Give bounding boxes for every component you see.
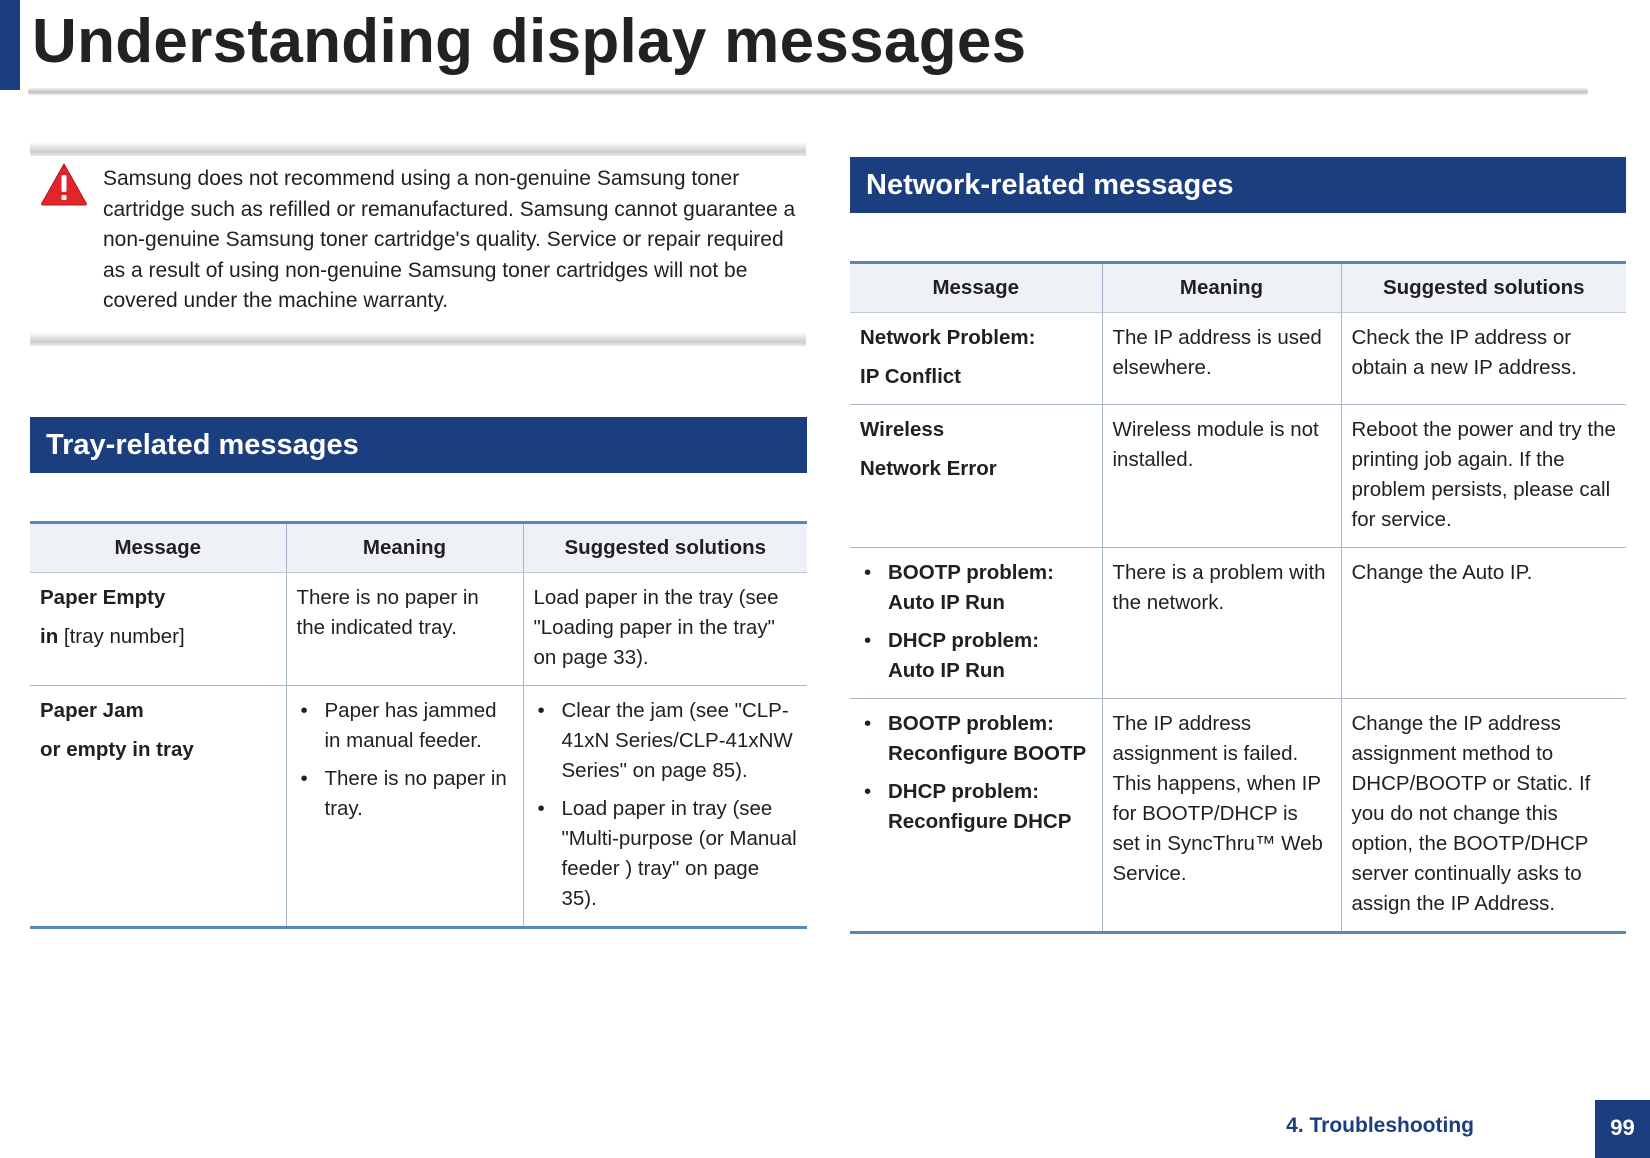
table-header-row — [850, 263, 1626, 313]
table-row — [850, 699, 1626, 933]
caution-note — [30, 142, 806, 348]
title-accent-bar — [0, 0, 20, 90]
message-text: Network Problem: — [860, 326, 1036, 349]
meaning-cell: The IP address is used elsewhere. — [1102, 313, 1341, 405]
network-section-title: Network-related messages — [866, 169, 1234, 201]
list-item: • Clear the jam (see "CLP-41xN Series/CLP-41xNW Series" on page 85). — [534, 696, 798, 786]
caution-bottom-band — [30, 332, 806, 346]
column-header-solutions: Suggested solutions — [523, 523, 807, 573]
solution-cell: Change the IP address assignment method to DHCP/BOOTP or Static. If you do not change this option, the BOOTP/DHCP server continually asks to assign the IP Address. — [1341, 699, 1626, 933]
message-cell — [850, 405, 1102, 548]
message-text: IP Conflict — [860, 365, 961, 388]
network-messages-table — [850, 261, 1626, 934]
message-cell — [850, 548, 1102, 699]
meaning-cell: Wireless module is not installed. — [1102, 405, 1341, 548]
message-text: Network Error — [860, 457, 997, 480]
message-cell — [30, 573, 286, 686]
column-header-message: Message — [850, 263, 1102, 313]
message-text-bold: in — [40, 625, 59, 648]
message-text: Paper Empty — [40, 586, 166, 609]
list-item: • Load paper in tray (see "Multi-purpose (or Manual feeder ) tray" on page 35). — [534, 794, 798, 914]
message-text: Wireless — [860, 418, 945, 441]
solution-cell: Load paper in the tray (see "Loading paper in the tray" on page 33). — [523, 573, 807, 686]
list-item — [860, 777, 1092, 837]
list-item: • There is no paper in tray. — [297, 764, 513, 824]
message-text: Reconfigure DHCP — [888, 810, 1072, 833]
page-title: Understanding display messages — [32, 7, 1027, 76]
message-list — [860, 558, 1092, 686]
caution-triangle-icon — [40, 162, 88, 206]
tray-messages-table — [30, 521, 807, 929]
table-header-row — [30, 523, 807, 573]
column-header-solutions: Suggested solutions — [1341, 263, 1626, 313]
caution-top-band — [30, 142, 806, 156]
caution-text: Samsung does not recommend using a non-genuine Samsung toner cartridge such as refilled or remanufactured. Samsung cannot guarantee a non-genuine Samsung toner cartridge's quality. Service or repair required as a result of using non-genuine Samsung toner cartridges will not be covered under the machine warranty. — [103, 167, 796, 312]
column-header-meaning: Meaning — [1102, 263, 1341, 313]
solution-cell — [523, 686, 807, 928]
table-row — [30, 686, 807, 928]
column-header-message: Message — [30, 523, 286, 573]
message-cell — [30, 686, 286, 928]
list-item — [860, 626, 1092, 686]
list-item — [860, 558, 1092, 618]
solution-cell: Reboot the power and try the printing job again. If the problem persists, please call for service. — [1341, 405, 1626, 548]
message-text-rest: [tray number] — [58, 625, 185, 648]
tray-section-title: Tray-related messages — [46, 429, 359, 461]
message-text: Reconfigure BOOTP — [888, 742, 1087, 765]
message-text: • DHCP problem: — [888, 780, 1040, 803]
table-row — [30, 573, 807, 686]
page-number: 99 — [1595, 1100, 1650, 1158]
meaning-cell — [286, 686, 523, 928]
list-item — [860, 709, 1092, 769]
message-text: or empty in tray — [40, 738, 194, 761]
table-row — [850, 313, 1626, 405]
meaning-cell: There is no paper in the indicated tray. — [286, 573, 523, 686]
message-text: Paper Jam — [40, 699, 144, 722]
title-rule — [28, 88, 1588, 95]
message-cell — [850, 699, 1102, 933]
solution-cell: Check the IP address or obtain a new IP address. — [1341, 313, 1626, 405]
message-text: • BOOTP problem: — [888, 561, 1054, 584]
message-text: • DHCP problem: — [888, 629, 1040, 652]
message-text — [40, 622, 276, 652]
message-text: Auto IP Run — [888, 659, 1005, 682]
message-list — [860, 709, 1092, 837]
list-item: • Paper has jammed in manual feeder. — [297, 696, 513, 756]
meaning-cell: The IP address assignment is failed. This happens, when IP for BOOTP/DHCP is set in SyncThru™ Web Service. — [1102, 699, 1341, 933]
meaning-cell: There is a problem with the network. — [1102, 548, 1341, 699]
meaning-list — [297, 696, 513, 824]
message-cell — [850, 313, 1102, 405]
footer-section-label: 4. Troubleshooting — [1286, 1114, 1474, 1137]
tray-section-heading — [30, 417, 807, 473]
message-text: Auto IP Run — [888, 591, 1005, 614]
table-row — [850, 548, 1626, 699]
solution-cell: Change the Auto IP. — [1341, 548, 1626, 699]
message-text: • BOOTP problem: — [888, 712, 1054, 735]
table-row — [850, 405, 1626, 548]
column-header-meaning: Meaning — [286, 523, 523, 573]
solution-list — [534, 696, 798, 914]
network-section-heading — [850, 157, 1626, 213]
